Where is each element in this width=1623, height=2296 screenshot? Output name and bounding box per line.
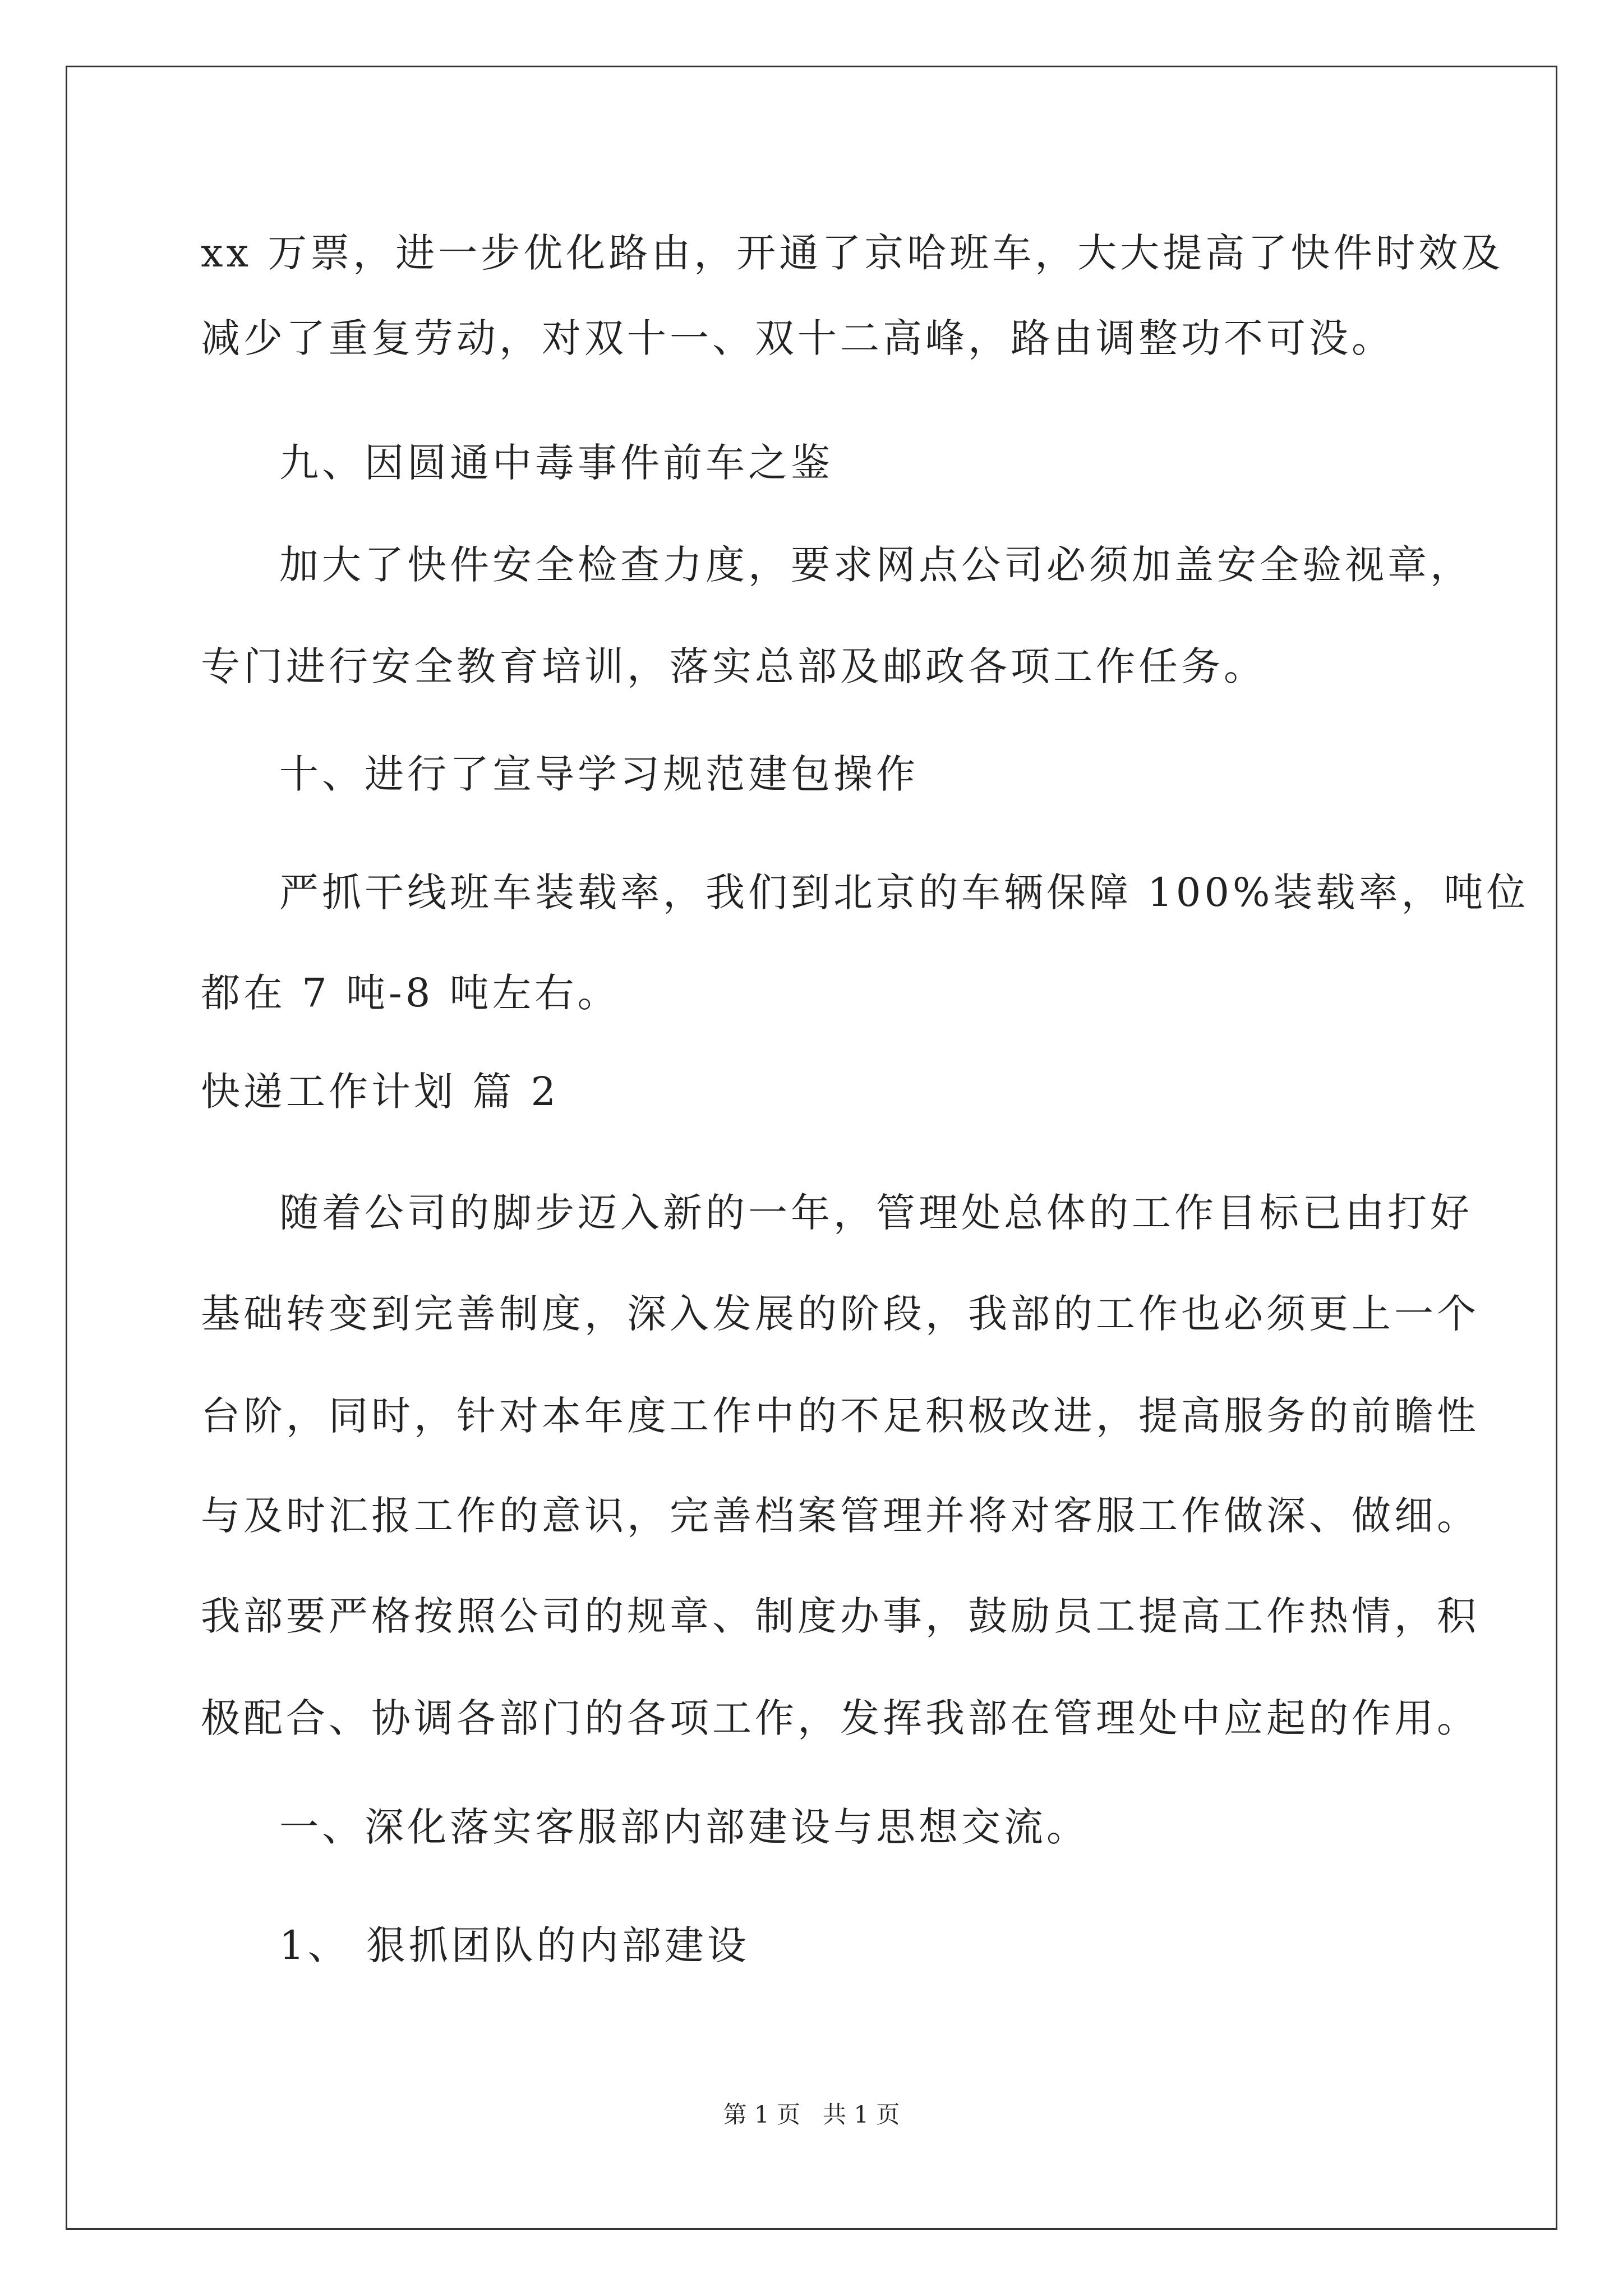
body-line: 减少了重复劳动，对双十一、双十二高峰，路由调整功不可没。 bbox=[201, 315, 1394, 361]
body-line: 与及时汇报工作的意识，完善档案管理并将对客服工作做深、做细。 bbox=[201, 1493, 1479, 1539]
body-line: xx 万票，进一步优化路由，开通了京哈班车，大大提高了快件时效及 bbox=[201, 230, 1504, 276]
page-border bbox=[66, 66, 1557, 2230]
section-heading: 九、因圆通中毒事件前车之鉴 bbox=[279, 440, 833, 486]
body-line: 都在 7 吨-8 吨左右。 bbox=[201, 970, 620, 1016]
body-line: 加大了快件安全检查力度，要求网点公司必须加盖安全验视章， bbox=[279, 542, 1473, 588]
section-heading: 一、深化落实客服部内部建设与思想交流。 bbox=[279, 1804, 1089, 1850]
section-heading: 十、进行了宣导学习规范建包操作 bbox=[279, 751, 919, 797]
body-line: 台阶，同时，针对本年度工作中的不足积极改进，提高服务的前瞻性 bbox=[201, 1393, 1479, 1439]
page-footer bbox=[0, 2098, 1623, 2132]
page-number: 第 1 页 bbox=[723, 2101, 800, 2128]
body-line: 我部要严格按照公司的规章、制度办事，鼓励员工提高工作热情，积 bbox=[201, 1593, 1479, 1639]
subsection-heading: 1、 狠抓团队的内部建设 bbox=[279, 1922, 750, 1968]
body-line: 专门进行安全教育培训，落实总部及邮政各项工作任务。 bbox=[201, 643, 1266, 689]
total-pages: 共 1 页 bbox=[823, 2101, 900, 2128]
body-line: 随着公司的脚步迈入新的一年，管理处总体的工作目标已由打好 bbox=[279, 1190, 1473, 1236]
body-line: 严抓干线班车装载率，我们到北京的车辆保障 100%装载率，吨位 bbox=[279, 869, 1529, 915]
body-line: 极配合、协调各部门的各项工作，发挥我部在管理处中应起的作用。 bbox=[201, 1695, 1479, 1741]
body-line: 基础转变到完善制度，深入发展的阶段，我部的工作也必须更上一个 bbox=[201, 1291, 1479, 1337]
chapter-title: 快递工作计划 篇 2 bbox=[201, 1069, 560, 1115]
